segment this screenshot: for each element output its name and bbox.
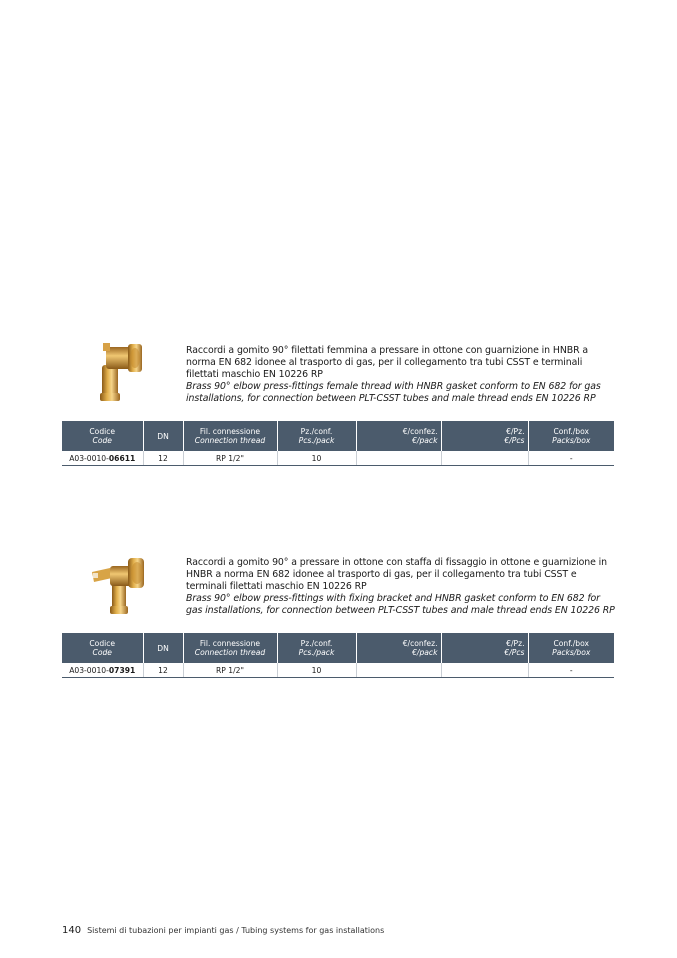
product-table bbox=[62, 421, 614, 466]
col-eur-pack: €/confez. €/pack bbox=[356, 421, 441, 451]
cell-code: A03-0010-07391 bbox=[62, 663, 143, 678]
col-eur-pack: €/confez. €/pack bbox=[356, 633, 441, 663]
col-thread: Fil. connessione Connection thread bbox=[183, 633, 277, 663]
table-header-row bbox=[62, 633, 614, 663]
col-dn: DN bbox=[143, 633, 183, 663]
cell-packs-box: - bbox=[528, 663, 614, 678]
col-dn: DN bbox=[143, 421, 183, 451]
col-pcs-pack: Pz./conf. Pcs./pack bbox=[277, 633, 356, 663]
table-row bbox=[62, 451, 614, 466]
product-description bbox=[186, 345, 616, 405]
col-code: Codice Code bbox=[62, 633, 143, 663]
cell-pcs-pack: 10 bbox=[277, 663, 356, 678]
description-italian: Raccordi a gomito 90° filettati femmina a pressare in ottone con guarnizione in HNBR a norma EN 682 idonee al trasporto di gas, per il collegamento tra tubi CSST e terminali filettati maschio EN 10226 RP bbox=[186, 345, 589, 380]
cell-eur-pcs bbox=[441, 451, 528, 466]
col-eur-pcs: €/Pz. €/Pcs bbox=[441, 421, 528, 451]
elbow-fitting-image bbox=[92, 341, 152, 403]
cell-code: A03-0010-06611 bbox=[62, 451, 143, 466]
cell-eur-pcs bbox=[441, 663, 528, 678]
page-number: 140 bbox=[62, 925, 82, 936]
product-description bbox=[186, 557, 616, 617]
cell-thread: RP 1/2" bbox=[183, 451, 277, 466]
product-table bbox=[62, 633, 614, 678]
description-italian: Raccordi a gomito 90° a pressare in ottone con staffa di fissaggio in ottone e guarnizione in HNBR a norma EN 682 idonee al trasporto di gas, per il collegamento tra tubi CSST e terminali filettati maschio EN 10226 RP bbox=[186, 557, 607, 592]
footer-text: Sistemi di tubazioni per impianti gas / Tubing systems for gas installations bbox=[87, 926, 385, 935]
col-pcs-pack: Pz./conf. Pcs./pack bbox=[277, 421, 356, 451]
col-thread: Fil. connessione Connection thread bbox=[183, 421, 277, 451]
col-code: Codice Code bbox=[62, 421, 143, 451]
description-english: Brass 90° elbow press-fittings female thread with HNBR gasket conform to EN 682 for gas installations, for connection between PLT-CSST tubes and male thread ends EN 10226 RP bbox=[186, 381, 601, 405]
cell-eur-pack bbox=[356, 451, 441, 466]
cell-dn: 12 bbox=[143, 663, 183, 678]
cell-pcs-pack: 10 bbox=[277, 451, 356, 466]
description-english: Brass 90° elbow press-fittings with fixing bracket and HNBR gasket conform to EN 682 for gas installations, for connection between PLT-CSST tubes and male thread ends EN 10226 RP bbox=[186, 593, 615, 617]
table-row bbox=[62, 663, 614, 678]
cell-packs-box: - bbox=[528, 451, 614, 466]
cell-thread: RP 1/2" bbox=[183, 663, 277, 678]
col-packs-box: Conf./box Packs/box bbox=[528, 421, 614, 451]
table-header-row bbox=[62, 421, 614, 451]
cell-dn: 12 bbox=[143, 451, 183, 466]
elbow-fitting-bracket-image bbox=[86, 554, 154, 616]
cell-eur-pack bbox=[356, 663, 441, 678]
col-packs-box: Conf./box Packs/box bbox=[528, 633, 614, 663]
col-eur-pcs: €/Pz. €/Pcs bbox=[441, 633, 528, 663]
page-footer bbox=[62, 925, 384, 936]
